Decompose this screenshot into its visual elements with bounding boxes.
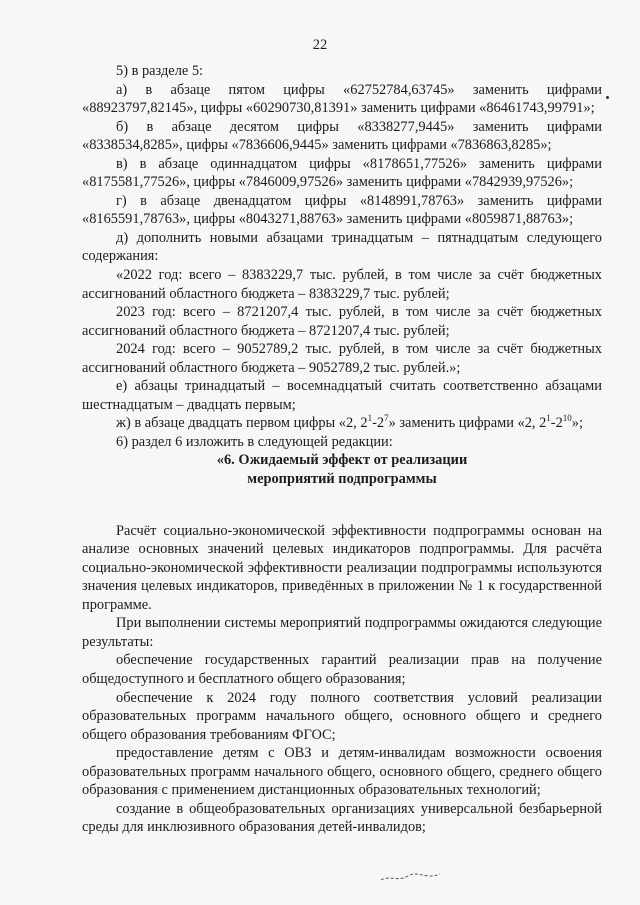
section5-intro: 5) в разделе 5: [116, 63, 204, 79]
amendment-g: г) в абзаце двенадцатом цифры «8148991,78763» заменить цифрами «8165591,78763», цифры «8043271,88763» заменить цифрами «8059871,88763»; [82, 192, 602, 228]
funding-2022: «2022 год: всего – 8383229,7 тыс. рублей, в том числе за счёт бюджетных ассигнований областного бюджета – 8383229,7 тыс. рублей; [82, 267, 602, 302]
amendment-d: д) дополнить новыми абзацами тринадцатым – пятнадцатым следующего содержания: [82, 229, 602, 265]
amendment-zh: ж) в абзаце двадцать первом цифры «2, $2^1-2^7$» заменить цифрами «2, $2^1-2^{10}$»; [116, 413, 583, 432]
amendment-e: е) абзацы тринадцатый – восемнадцатый считать соответственно абзацами шестнадцатым – двадцать первым; [82, 378, 602, 413]
handwritten-mark [378, 866, 448, 886]
result-item-4: создание в общеобразовательных организациях универсальной безбарьерной среды для инклюзивного образования детей-инвалидов; [82, 800, 602, 836]
amendment-a: а) в абзаце пятом цифры «62752784,63745» заменить цифрами «88923797,82145», цифры «60290730,81391» заменить цифрами «86461743,99791»; [82, 81, 602, 117]
result-item-3: предоставление детям с ОВЗ и детям-инвалидам возможности освоения образовательных программ начального общего, основного общего, среднего общего образования с применением дистанционных образовательных технологий; [82, 745, 602, 799]
result-item-2: обеспечение к 2024 году полного соответствия условий реализации образовательных программ начального общего, основного общего и среднего общего образования требованиям ФГОС; [82, 689, 602, 743]
amendment-b: б) в абзаце десятом цифры «8338277,9445» заменить цифрами «8338534,8285», цифры «7836606,9445» заменить цифрами «7836863,8285»; [82, 118, 602, 154]
scan-speck [606, 96, 609, 99]
amendment-v: в) в абзаце одиннадцатом цифры «8178651,77526» заменить цифрами «8175581,77526», цифры «7846009,97526» заменить цифрами «7842939,97526»; [82, 155, 602, 191]
funding-2024: 2024 год: всего – 9052789,2 тыс. рублей, в том числе за счёт бюджетных ассигнований областного бюджета – 9052789,2 тыс. рублей.»; [82, 341, 602, 376]
paragraph-efficiency: Расчёт социально-экономической эффективности подпрограммы основан на анализе основных значений целевых индикаторов подпрограммы. Для расчёта социально-экономической эффективности реализации подпрограммы используются значения целевых индикаторов, приведённых в приложении № 1 к государственной программе. [82, 522, 602, 613]
funding-2023: 2023 год: всего – 8721207,4 тыс. рублей, в том числе за счёт бюджетных ассигнований областного бюджета – 8721207,4 тыс. рублей; [82, 304, 602, 339]
section-heading-line1: «6. Ожидаемый эффект от реализации [216, 452, 468, 469]
page-number: 22 [312, 37, 328, 53]
paragraph-results-intro: При выполнении системы мероприятий подпрограммы ожидаются следующие результаты: [82, 615, 602, 650]
section-heading-line2: мероприятий подпрограммы [247, 471, 437, 488]
spacer [82, 489, 602, 522]
section6-intro: 6) раздел 6 изложить в следующей редакции: [116, 433, 393, 450]
result-item-1: обеспечение государственных гарантий реализации прав на получение общедоступного и бесплатного общего образования; [82, 652, 602, 687]
document-body [82, 62, 602, 837]
